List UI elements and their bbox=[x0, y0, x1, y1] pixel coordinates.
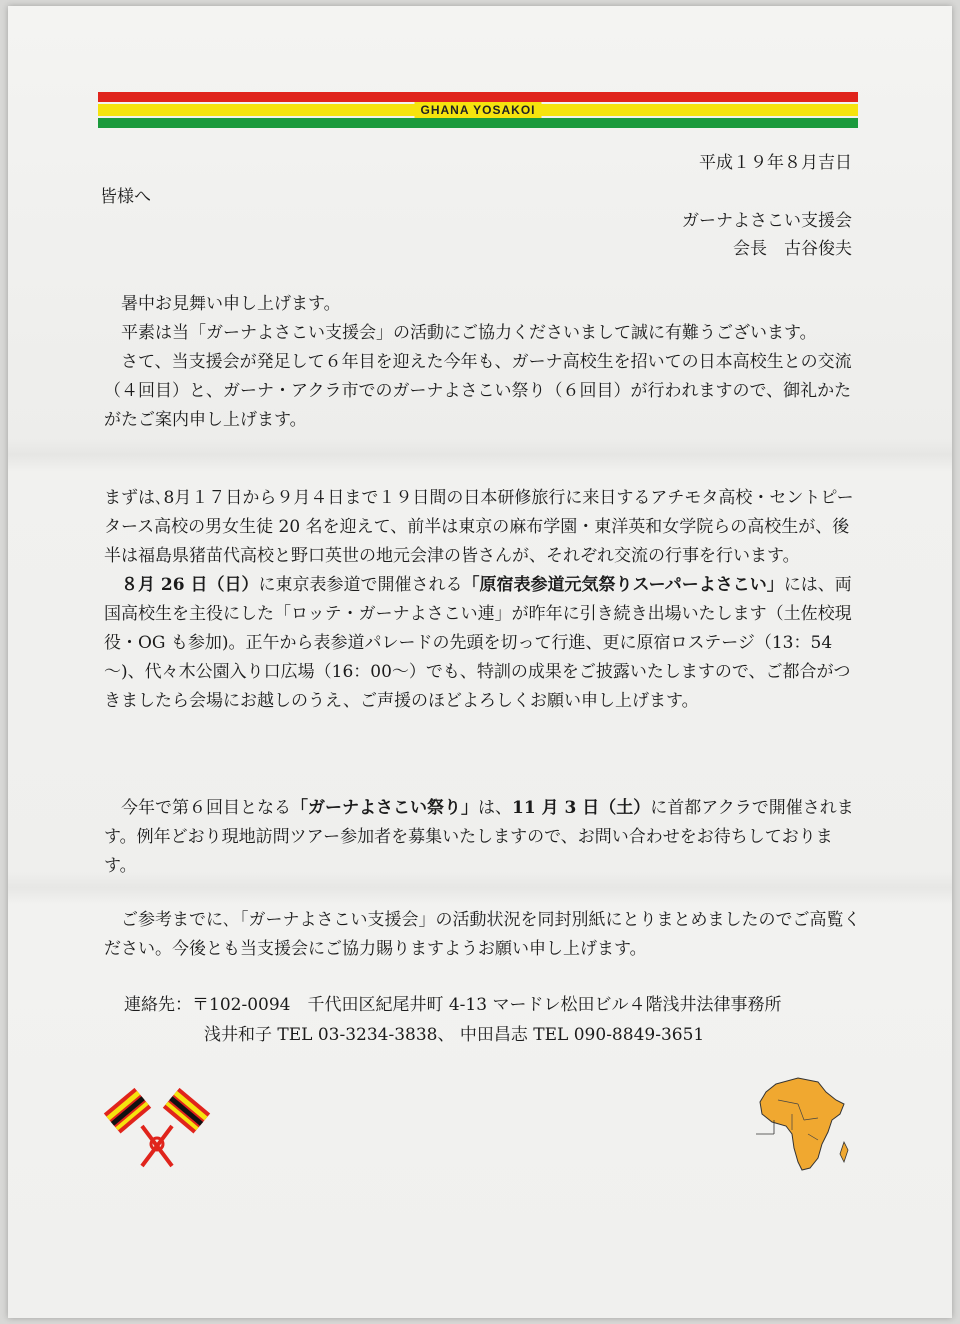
paragraph-exchange bbox=[104, 484, 864, 716]
exchange-line-2 bbox=[104, 571, 864, 716]
green-stripe bbox=[98, 118, 858, 128]
yellow-stripe bbox=[98, 104, 858, 116]
intro-line-1: 暑中お見舞い申し上げます。 bbox=[121, 294, 341, 314]
paragraph-festival bbox=[104, 794, 864, 881]
event-text-b: には、両国高校生を主役にした「ロッテ・ガーナよさこい連」が昨年に引き続き出場いたします（土佐校現役・OG も参加)。正午から表参道パレードの先頭を切って行進、更に原宿ロステージ（13：54～)、代々木公園入り口広場（16：00～）でも、特訓の成果をご披露いたしますので、ご都合がつきましたら会場にお越しのうえ、ご声援のほどよろしくお願い申し上げます。 bbox=[104, 575, 852, 711]
letter-date: 平成１９年８月吉日 bbox=[699, 153, 852, 173]
paragraph-intro bbox=[104, 290, 864, 435]
closing-text: ご参考までに､「ガーナよさこい支援会」の活動状況を同封別紙にとりまとめましたのでご高覧ください。今後とも当支援会にご協力賜りますようお願い申し上げます。 bbox=[104, 910, 861, 959]
paragraph-closing bbox=[104, 906, 864, 964]
exchange-line-1: まずは､8月１７日から９月４日まで１９日間の日本研修旅行に来日するアチモタ高校・セントピータース高校の男女生徒 20 名を迎えて、前半は東京の麻布学園・東洋英和女学院らの高校生が、後半は福島県猪苗代高校と野口英世の地元会津の皆さんが、それぞれ交流の行事を行います。 bbox=[104, 488, 854, 566]
ghana-color-header bbox=[98, 92, 858, 128]
red-stripe bbox=[98, 92, 858, 102]
festival-text-a: 今年で第６回目となる bbox=[121, 798, 291, 818]
festival-text-b: は、 bbox=[478, 798, 512, 818]
africa-map-icon bbox=[748, 1070, 858, 1180]
contact-line-2: 浅井和子 TEL 03-3234-3838、 中田昌志 TEL 090-8849-3651 bbox=[204, 1025, 705, 1045]
crossed-naruko-clappers-icon bbox=[102, 1086, 212, 1176]
sender-organization: ガーナよさこい支援会 bbox=[682, 211, 852, 231]
intro-line-3: さて、当支援会が発足して６年目を迎えた今年も、ガーナ高校生を招いての日本高校生との交流（４回目）と、ガーナ・アクラ市でのガーナよさこい祭り（６回目）が行われますので、御礼かたがたご案内申し上げます。 bbox=[104, 352, 852, 430]
sender-chairman: 会長 古谷俊夫 bbox=[733, 239, 852, 259]
festival-text-c: に首都アクラで開催されます。例年どおり現地訪問ツアー参加者を募集いたしますので、お問い合わせをお待ちしております。 bbox=[104, 798, 854, 876]
festival-date: 11 月 3 日（土） bbox=[512, 798, 651, 818]
event-name-super-yosakoi: 「原宿表参道元気祭りスーパーよさこい」 bbox=[462, 575, 784, 595]
letter-greeting: 皆様へ bbox=[100, 187, 151, 207]
event-date-aug26: ８月 26 日（日） bbox=[121, 575, 259, 595]
contact-line-1: 連絡先：〒102-0094 千代田区紀尾井町 4-13 マードレ松田ビル４階浅井法律事務所 bbox=[124, 995, 782, 1015]
letter-paper bbox=[8, 6, 952, 1318]
festival-name: 「ガーナよさこい祭り」 bbox=[291, 798, 478, 818]
event-text-a: に東京表参道で開催される bbox=[258, 575, 463, 595]
header-label: GHANA YOSAKOI bbox=[414, 102, 541, 118]
intro-line-2: 平素は当「ガーナよさこい支援会」の活動にご協力くださいまして誠に有難うございます。 bbox=[121, 323, 817, 343]
contact-info bbox=[124, 990, 781, 1050]
